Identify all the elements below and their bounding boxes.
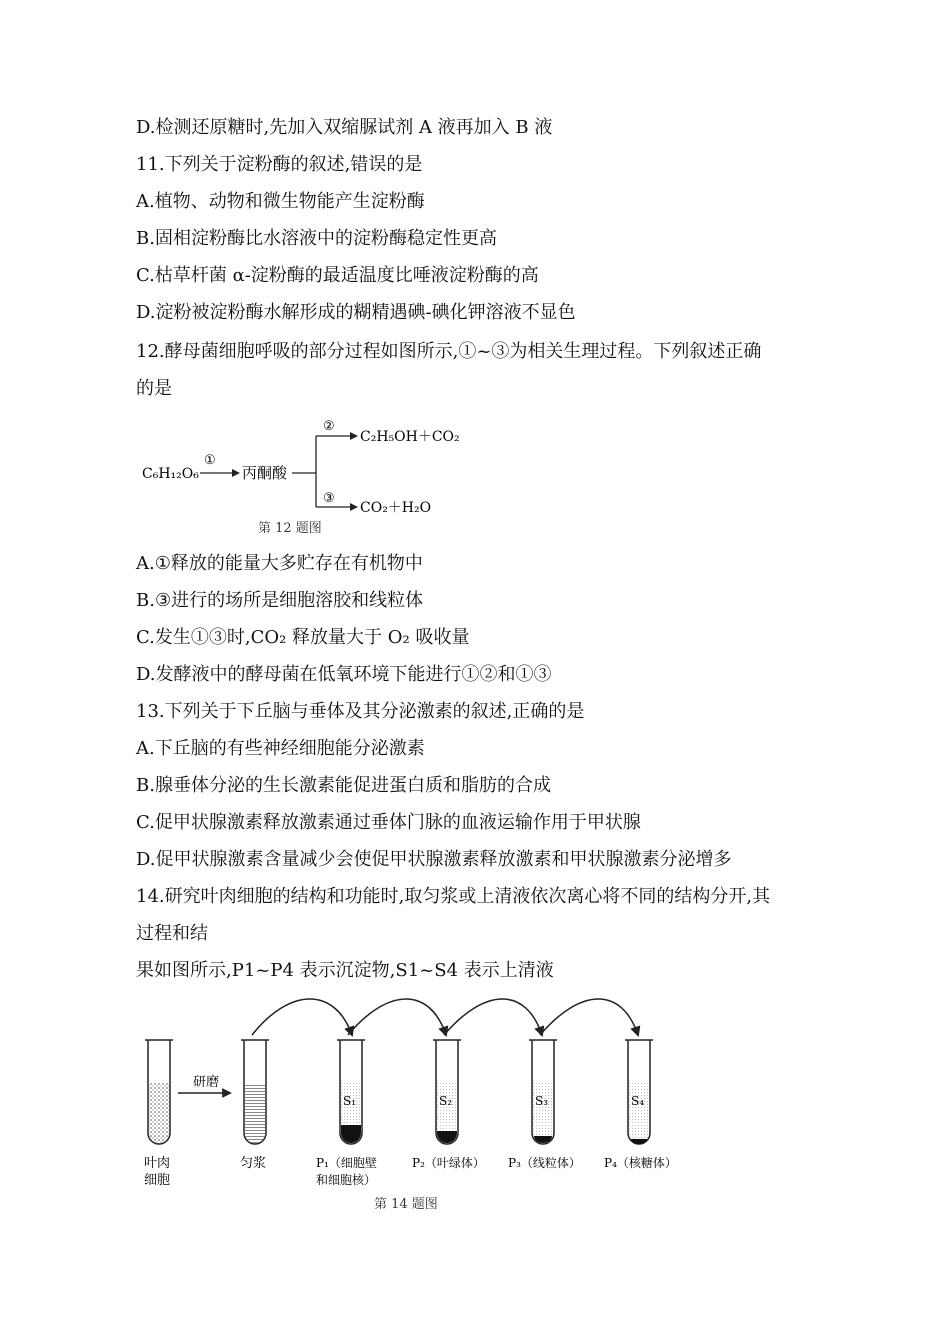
fig14-s3-label: S₃ [535,1094,549,1108]
fig14-tube-homogenate [241,1040,269,1144]
q12-option-a: A.①释放的能量大多贮存在有机物中 [136,553,423,574]
fig14-homogenate-label: 匀浆 [240,1156,267,1171]
fig14-p2-label: P₂（叶绿体） [412,1156,485,1170]
fig14-arrow-s3-to-p4 [540,999,638,1035]
q10-option-d: D.检测还原糖时,先加入双缩脲试剂 A 液再加入 B 液 [136,117,553,138]
fig12-step2: ② [323,419,335,434]
fig14-arrow-homogenate-to-p1 [252,999,352,1035]
q14-stem-line3: 果如图所示,P1~P4 表示沉淀物,S1~S4 表示上清液 [136,960,554,981]
fig14-p4-label: P₄（核糖体） [604,1156,677,1170]
fig14-arrow-s1-to-p2 [348,999,446,1035]
fig12-arrowhead-1 [232,469,240,477]
q12-stem-line1: 12.酵母菌细胞呼吸的部分过程如图所示,①~③为相关生理过程。下列叙述正确 [136,341,762,362]
fig14-tube-p4 [625,1040,653,1144]
fig12-product2: C₂H₅OH＋CO₂ [360,429,460,445]
fig12-step3: ③ [323,491,335,506]
q14-stem-line2: 过程和结 [136,923,208,944]
q14-stem-line1: 14.研究叶肉细胞的结构和功能时,取匀浆或上清液依次离心将不同的结构分开,其 [136,886,771,907]
q13-option-a: A.下丘脑的有些神经细胞能分泌激素 [136,738,425,759]
fig12-substrate: C₆H₁₂O₆ [142,466,199,482]
fig14-p1-label-2: 和细胞核） [316,1173,377,1187]
q13-option-d: D.促甲状腺激素含量减少会使促甲状腺激素释放激素和甲状腺激素分泌增多 [136,849,732,870]
q13-option-c: C.促甲状腺激素释放激素通过垂体门脉的血液运输作用于甲状腺 [136,812,641,833]
fig12-arrowhead-3 [350,503,358,511]
q13-option-b: B.腺垂体分泌的生长激素能促进蛋白质和脂肪的合成 [136,775,551,796]
q12-stem-line2: 的是 [136,378,172,399]
fig14-leaf-label-1: 叶肉 [144,1156,171,1171]
fig14-s1-label: S₁ [343,1094,357,1108]
fig12-caption: 第 12 题图 [258,521,322,536]
q12-option-b: B.③进行的场所是细胞溶胶和线粒体 [136,590,424,611]
q11-option-a: A.植物、动物和微生物能产生淀粉酶 [136,191,425,212]
fig14-s4-label: S₄ [631,1094,645,1108]
fig12-intermediate: 丙酮酸 [242,464,288,482]
fig14-tube-leaf-cells [145,1040,173,1144]
q12-option-c: C.发生①③时,CO₂ 释放量大于 O₂ 吸收量 [136,627,470,648]
q12-option-d: D.发酵液中的酵母菌在低氧环境下能进行①②和①③ [136,664,552,685]
figure-14-centrifugation-diagram [130,995,710,1225]
fig14-leaf-label-2: 细胞 [144,1173,171,1188]
q11-stem: 11.下列关于淀粉酶的叙述,错误的是 [136,154,423,175]
fig14-tube-p3 [529,1040,557,1144]
fig14-arrow-s2-to-p3 [444,999,542,1035]
fig14-tube-p2 [433,1040,461,1144]
fig14-p3-label: P₃（线粒体） [508,1156,581,1170]
fig12-arrowhead-2 [350,432,358,440]
q11-option-b: B.固相淀粉酶比水溶液中的淀粉酶稳定性更高 [136,228,497,249]
fig14-grind-label: 研磨 [193,1075,220,1090]
q11-option-d: D.淀粉被淀粉酶水解形成的糊精遇碘-碘化钾溶液不显色 [136,302,576,323]
fig14-s2-label: S₂ [439,1094,453,1108]
q13-stem: 13.下列关于下丘脑与垂体及其分泌激素的叙述,正确的是 [136,701,585,722]
fig12-product3: CO₂＋H₂O [360,500,432,516]
fig12-step1: ① [204,453,216,468]
q11-option-c: C.枯草杆菌 α-淀粉酶的最适温度比唾液淀粉酶的高 [136,265,539,286]
fig14-caption: 第 14 题图 [374,1197,438,1212]
fig14-p1-label-1: P₁（细胞壁 [316,1156,377,1170]
figure-12-respiration-diagram [136,412,496,542]
fig14-tube-p1 [337,1040,365,1144]
